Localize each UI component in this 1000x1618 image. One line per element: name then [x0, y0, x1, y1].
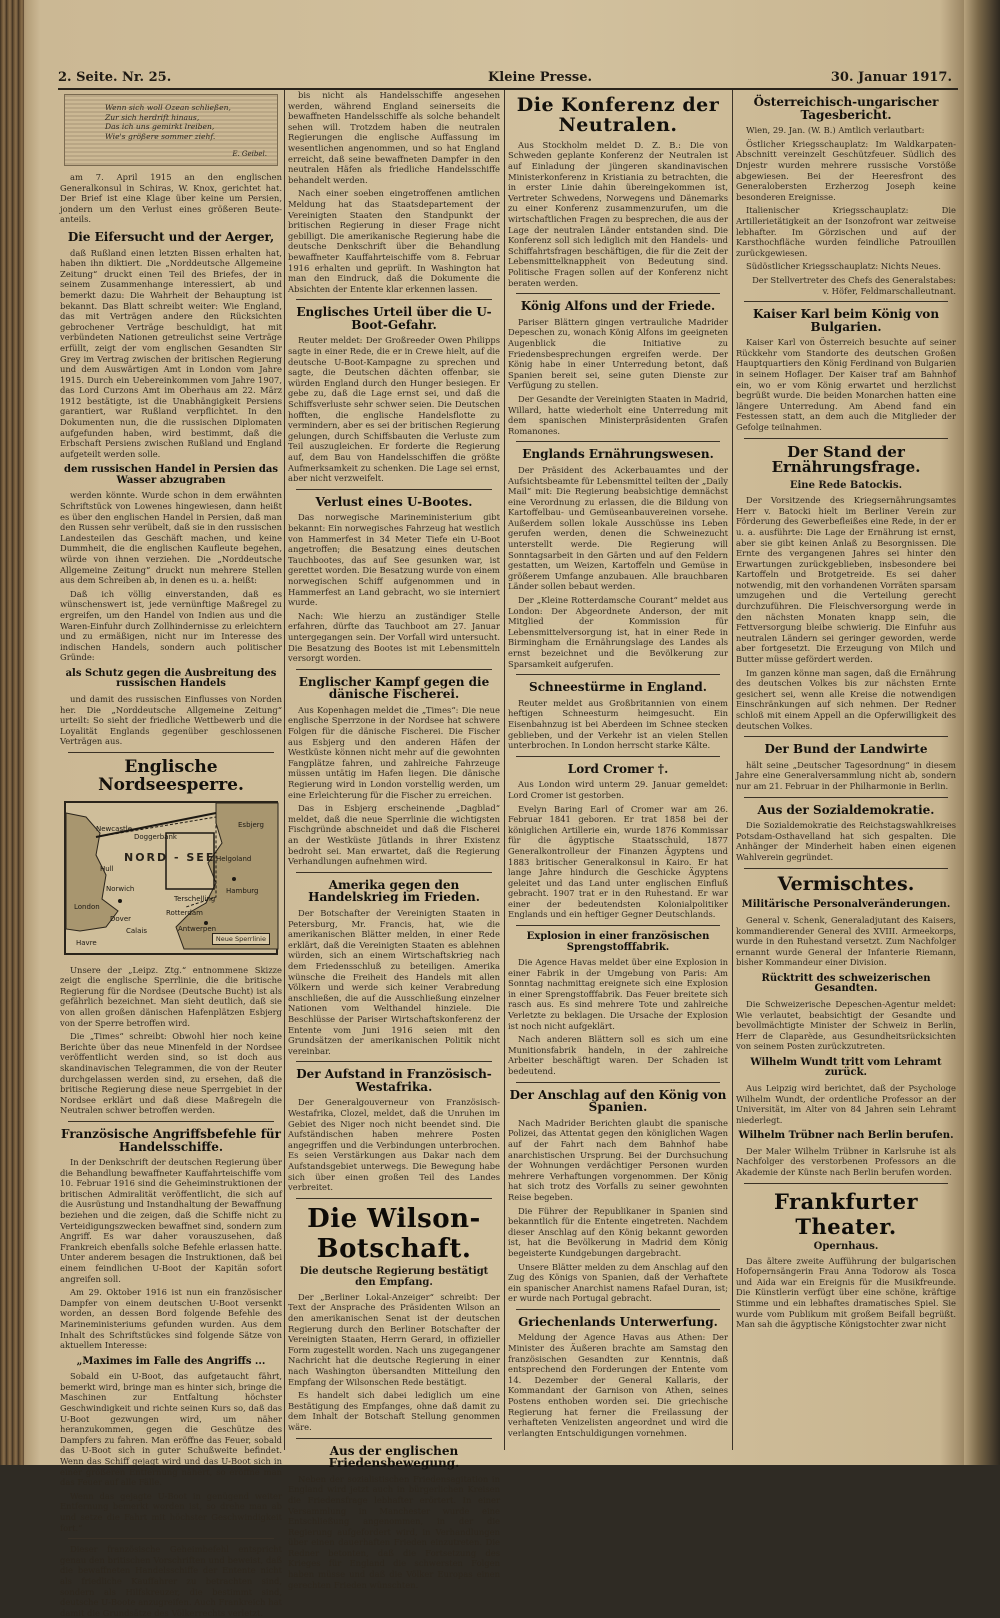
article-text: Die Agence Havas meldet über eine Explosion in einer Fabrik in der Umgebung von Paris: Am Sonntag nachmittag ereignete sich eine Explosion in einer Sprengstofffabrik. Das Feuer breitete sich rasch aus. Es sind mehrere Tote und zahlreiche Verletzte zu beklagen. Die Ursache der Explosion ist noch nicht aufgeklärt. — [508, 957, 728, 1031]
divider — [516, 1082, 720, 1083]
divider — [68, 752, 274, 753]
map-place: Esbjerg — [238, 820, 264, 829]
divider — [516, 925, 720, 926]
article-text: Wenn das gejagte U-Boot in genügend weiter Entfernung bemerkt worden ist, so drehe man ab und setze die Fahrt mit höchster Geschwindigkeit fort.“ — [60, 1490, 282, 1533]
subheading: Wilhelm Trübner nach Berlin berufen. — [738, 1130, 954, 1142]
subheadline-wilson: Die deutsche Regierung bestätigt den Empfang. — [299, 1265, 489, 1288]
article-text: Die Führer der Republikaner in Spanien sind bekanntlich für die Entente eingetreten. Nachdem dieser Anschlag auf den König bekannt geworden ist, hat die Bevölkerung in Madrid dem König begeisterte Kundgebungen dargebracht. — [508, 1205, 728, 1258]
poem-line: Zur sich herdrift hinaus, — [105, 112, 200, 122]
issue-date: 30. Januar 1917. — [830, 70, 952, 85]
poem-line: Wenn sich woll Ozean schließen, — [105, 103, 231, 112]
headline-nordseesperre: Englische Nordseesperre. — [98, 756, 244, 795]
headline-landwirte: Der Bund der Landwirte — [764, 742, 928, 757]
article-text: Es handelt sich dabei lediglich um eine Bestätigung des Empfanges, ohne daß damit zu dem Inhalt der Botschaft Stellung genommen wäre. — [288, 1390, 500, 1432]
article-text: Aus London wird unterm 29. Januar gemeldet: Lord Cromer ist gestorben. — [508, 779, 728, 800]
sperrgebiet-map — [64, 801, 278, 955]
subheading: Rücktritt des schweizerischen Gesandten. — [761, 972, 931, 995]
subheading: als Schutz gegen die Ausbreitung des russischen Handels — [65, 667, 277, 690]
divider — [516, 441, 720, 442]
article-text: Italienischer Kriegsschauplatz: Die Artillerietätigkeit an der Isonzofront war zeitweise lebhafter. Im Görzischen und auf der Karsthochfläche wurden feindliche Patrouillen zurückgewiesen. — [736, 205, 956, 258]
article-text: In der Denkschrift der deutschen Regierung über die Behandlung bewaffneter Kauffahrteischiffe vom 10. Februar 1916 sind die Geheiminstruktionen der britischen Admiralität veröffentlicht, die sich auf die Ausrüstung und Instandhaltung der Bewaffnung beziehen und die zeigen, daß die Schiffe nicht zu Verteidigungszwecken bewaffnet sind, sondern zum Angriff. Es war daher vorauszusehen, daß Frankreich ebenfalls solche Befehle erlassen hatte. Unter anderem besagen die Instruktionen, daß bei einem feindlichen U-Boot der Kapitän sofort angreifen soll. — [60, 1157, 282, 1284]
headline-wilson-botschaft: Die Wilson-Botschaft. — [307, 1203, 481, 1264]
article-text: Nach: Wie hierzu an zuständiger Stelle erfahren, dürfte das Tauchboot am 27. Januar untergegangen sein. Der Vorfall wird untersucht. Die Besatzung des Bootes ist mit Lebensmitteln versorgt worden. — [288, 610, 500, 664]
divider — [744, 797, 948, 798]
map-legend: Neue Sperrlinie — [212, 933, 270, 945]
article-text: hält seine „Deutscher Tagesordnung“ in diesem Jahre eine Generalversammlung nicht ab, sondern nur am 21. Februar in der Philharmonie in Berlin. — [736, 759, 956, 791]
map-sea-label: NORD - SEE — [124, 850, 216, 864]
headline-friedensbewegung: Aus der englischen Friedensbewegung. — [328, 1443, 460, 1471]
column-3 — [508, 90, 728, 1450]
article-text: Reuter meldet aus Großbritannien von einem heftigen Schneesturm heimgesucht. Ein Eisenbahnzug ist bei Aberdeen im Schnee stecken geblieben, und der Verkehr ist an vielen Stellen unterbrochen. In London herrscht starke Kälte. — [508, 697, 728, 751]
article-text: Meldung der Agence Havas aus Athen: Der Minister des Äußeren brachte am Samstag den französischen Gesandten zur Kenntnis, daß entsprechend den Forderungen der Entente vom 14. Dezember der General Kallaris, der Kommandant der Garnison von Athen, seines Postens enthoben worden sei. Die griechische Regierung hat ferner die Freilassung der verhafteten Venizelisten angeordnet und wird die verlangten Entschuldigungen vornehmen. — [508, 1332, 728, 1438]
article-text: Der Präsident des Ackerbauamtes und der Aufsichtsbeamte für Lebensmittel teilten der „Daily Mail“ mit: Die Regierung beabsichtige demnächst eine Verordnung zu erlassen, die die Bildung von Kartoffelbau- und Gemüseanbauvereinen vorsehe. Außerdem sollen lokale Ausschüsse ins Leben gerufen werden, denen die Schweinezucht unterstellt werde. Die Regierung will Sonntagsarbeit in den Gärten und auf den Feldern gestatten, um Weizen, Kartoffeln und Gemüse in größerem Umfange anzubauen. Alle brauchbaren Länder sollen bebaut werden. — [508, 464, 729, 592]
article-text: Im ganzen könne man sagen, daß die Ernährung des deutschen Volkes bis zur nächsten Ernte gesichert sei, wenn alle Kreise die notwendigen Einschränkungen auf sich nehmen. Der Redner schloß mit einem Appell an die Opferwilligkeit des deutschen Volkes. — [736, 667, 956, 731]
map-place: Hamburg — [226, 886, 259, 895]
poem-box — [64, 94, 278, 166]
article-text: Daß ich völlig einverstanden, daß es wünschenswert ist, jede vernünftige Maßregel zu ergreifen, um den Handel von Indien aus und die Waren-Einfuhr durch Zollhindernisse zu erleichtern und zu ermäßigen, nicht nur im Interesse des indischen Handels, sondern auch politischer Gründe: — [60, 588, 282, 663]
divider — [296, 872, 492, 873]
map-place: Doggerbank — [134, 832, 177, 841]
page-number: 2. Seite. Nr. 25. — [58, 70, 172, 85]
divider — [516, 674, 720, 675]
article-text: Nach anderen Blättern soll es sich um eine Munitionsfabrik handeln, in der zahlreiche Arbeiter beschäftigt waren. Der Schaden ist bedeutend. — [508, 1034, 728, 1076]
column-4 — [736, 90, 956, 1450]
divider — [744, 301, 948, 302]
article-text: daß Rußland einen letzten Bissen erhalten hat, haben ihn diktiert. Die „Norddeutsche Allgemeine Zeitung“ druckt einen Teil des Briefes, der in seinem Zusammenhange interessiert, ab und bemerkt dazu: Die Wahrheit der Behauptung ist bekannt. Das Blatt schreibt weiter: Wie England, das mit Verträgen andere den Rücksichten gebrochener Verträge beschuldigt, hat mit verbündeten Nationen getreulichst seine Verträge erfüllt, zeigt der vom englischen Gesandten Sir Grey im Vertrag zwischen der britischen Regierung und dem Auswärtigen Amt in London vom Jahre 1915. Durch ein Uebereinkommen vom Jahre 1907, das Lord Curzons Amt im Oberhaus am 22. März 1912 bestätigte, ist die Unabhängigkeit Persiens garantiert, war Rußland verpflichtet. In den Dokumenten nun, die die russischen Diplomaten aufgefunden haben, wird bestimmt, daß die Erbschaft Persiens zwischen Rußland und England aufgeteilt werden solle. — [60, 247, 282, 459]
divider — [516, 756, 720, 757]
map-place: Helgoland — [216, 854, 252, 863]
article-text: Der Gesandte der Vereinigten Staaten in Madrid, Willard, hatte wiederholt eine Unterredung mit dem spanischen Ministerpräsidenten Grafen Romanones. — [508, 393, 728, 436]
article-text: Neben der sozialistischen Friedensagitation in England wird jetzt auch in bürgerlichen Kreisen die Friedensfrage lebhafter erörtert. In einer Versammlung in Manchester wurde eine Entschließung angenommen, in der die Regierung aufgefordert wird, in Verhandlungen über einen dauerhaften Frieden einzutreten. Die Redner betonten, daß die Fortsetzung des Krieges für England die schwersten Folgen haben müsse und daß die Völker Europas einen gerechten Frieden wünschten. — [288, 1473, 500, 1590]
divider — [296, 1061, 492, 1062]
headline-schneestuerme: Schneestürme in England. — [529, 680, 707, 695]
article-text: Am 29. Oktober 1916 ist nun ein französischer Dampfer von einem deutschen U-Boot versenkt worden, an dessen Bord folgende Befehle des Marineministeriums gefunden wurden. Aus dem Inhalt des Schriftstückes sind folgende Sätze von aktuellem Interesse: — [60, 1287, 282, 1351]
divider — [296, 1438, 492, 1439]
article-text: am 7. April 1915 an den englischen Generalkonsul in Schiras, W. Knox, gerichtet hat. Der Brief ist eine Klage über keine um Persien, jondern um den Verlust eines größeren Beute-anteils. — [60, 172, 282, 225]
divider — [744, 868, 948, 869]
article-text: Der Vorsitzende des Kriegsernährungsamtes Herr v. Batocki hielt im Berliner Verein zur Förderung des Gewerbefleißes eine Rede, in der er u. a. ausführte: Die Lage der Ernährung ist ernst, aber sie gibt keinen Anlaß zu Besorgnissen. Die Ernte des vergangenen Jahres sei hinter den Erwartungen zurückgeblieben, insbesondere bei Kartoffeln und Brotgetreide. Es sei daher notwendig, mit den vorhandenen Vorräten sparsam umzugehen und die Verteilung gerecht durchzuführen. Die Fleischversorgung werde in den nächsten Monaten knapp sein, die Fettversorgung bleibe schwierig. Die Einfuhr aus neutralen Ländern sei geringer geworden, werde aber fortgesetzt. Die Erzeugung von Milch und Butter müsse gefördert werden. — [736, 495, 956, 665]
headline-ernaehrungsfrage: Der Stand der Ernährungsfrage. — [771, 442, 921, 477]
article-text: Das in Esbjerg erscheinende „Dagblad“ meldet, daß die neue Sperrlinie die wichtigsten Fischgründe abschneidet und daß die Fischerei an der Westküste Jütlands in ihrer Existenz bedroht sei. Man erwartet, daß die Regierung Verhandlungen aufnehmen wird. — [288, 803, 500, 867]
headline-frankfurter-theater: Frankfurter Theater. — [773, 1188, 919, 1239]
article-text: Unsere Blätter melden zu dem Anschlag auf den Zug des Königs von Spanien, daß der Verhaftete ein spanischer Anarchist namens Rafael Duran, ist; er wurde nach Portugal gebracht. — [508, 1261, 728, 1304]
article-text: Aus Stockholm meldet D. Z. B.: Die von Schweden geplante Konferenz der Neutralen ist auf Einladung der jüngeren skandinavischen Ministerkonferenz in Kristiania zu betrachten, die in erster Linie dahin übereingekommen ist, Vertreter Schwedens, Norwegens und Dänemarks zu einer Konferenz zusammenzurufen, um die wirtschaftlichen Fragen zu besprechen, die aus der Lage der neutralen Länder entstanden sind. Die Konferenz soll sich lediglich mit den Handels- und Schiffahrtsfragen beschäftigen, die für die Zeit der Lebensmittelknappheit von Bedeutung sind. Politische Fragen sollen auf der Konferenz nicht beraten werden. — [508, 139, 728, 288]
subheading: Wilhelm Wundt tritt vom Lehramt zurück. — [750, 1056, 942, 1079]
article-text: Das ältere zweite Aufführung der bulgarischen Hofopernsängerin Frau Anna Todorow als Tosca und Aida war ein Ereignis für die Musikfreunde. Die Künstlerin verfügt über eine schöne, kräftige Stimme und ein lebhaftes dramatisches Spiel. Sie wurde vom Publikum mit großem Beifall begrüßt. Man sah die ägyptische Königstochter zwar nicht — [736, 1255, 956, 1330]
headline-tagesbericht: Österreichisch-ungarischer Tagesbericht. — [753, 95, 939, 122]
divider — [516, 293, 720, 294]
column-rule — [504, 90, 505, 1450]
article-text: Pariser Blättern gingen vertrauliche Madrider Depeschen zu, wonach König Alfons im geeigneten Augenblick die Initiative zu Friedensbesprechungen ergreifen werde. Der König habe in einer Unterredung betont, daß Spanien bereit sei, seine guten Dienste zur Verfügung zu stellen. — [508, 316, 728, 391]
article-text: Die Sozialdemokratie des Reichstagswahlkreises Potsdam-Osthavelland hat sich gespalten. Die Anhänger der Minderheit haben einen eigenen Wahlverein gegründet. — [736, 820, 956, 862]
article-text: Die Schweizerische Depeschen-Agentur meldet: Wie verlautet, beabsichtigt der Gesandte und bevollmächtigte Minister der Schweiz in Berlin, Herr de Claparède, aus Gesundheitsrücksichten von seinem Posten zurückzutreten. — [736, 998, 956, 1052]
headline-griechenland: Griechenlands Unterwerfung. — [518, 1314, 718, 1329]
article-text: Nach einer soeben eingetroffenen amtlichen Meldung hat das Staatsdepartement der Vereinigten Staaten den Standpunkt der britischen Regierung in dieser Frage nicht gebilligt. Die amerikanische Regierung habe die deutsche Denkschrift über die Behandlung bewaffneter Kauffahrteischiffe vom 8. Februar 1916 erhalten und geprüft. In Washington hat man den Eindruck, daß die Dokumente die Absichten der Entente klar erkennen lassen. — [288, 188, 500, 294]
map-place: Hull — [100, 864, 114, 873]
headline-sozialdemokratie: Aus der Sozialdemokratie. — [757, 802, 935, 817]
poem-signature: E. Geibel. — [232, 149, 267, 158]
map-place: Norwich — [106, 884, 135, 893]
poem-line: Das ich uns gemirkt lreiben, — [105, 122, 215, 131]
article-text: Aus Leipzig wird berichtet, daß der Psychologe Wilhelm Wundt, der ordentliche Professor an der Universität, im Alter von 84 Jahren sein Lehramt niederlegt. — [736, 1082, 956, 1125]
divider — [296, 1198, 492, 1199]
map-place: Havre — [76, 938, 97, 947]
article-text: Der Maler Wilhelm Trübner in Karlsruhe ist als Nachfolger des verstorbenen Professors an die Akademie der Künste nach Berlin berufen worden. — [736, 1145, 956, 1177]
article-text: General v. Schenk, Generaladjutant des Kaisers, kommandierender General des XVIII. Armeekorps, wurde in den Ruhestand versetzt. Zum Nachfolger ernannt wurde General der Infanterie Riemann, bisher Kommandeur einer Division. — [736, 914, 956, 968]
article-text: werden könnte. Wurde schon in dem erwähnten Schriftstück von Lowenes hingewiesen, dann heißt es über den englischen Handel in Persien, daß man den Russen sehr verübelt, daß sie in den russischen Landesteilen das Geschäft machen, und keine Dummheit, die die englischen Kaufleute begehen, würde von ihnen verziehen. Die „Norddeutsche Allgemeine Zeitung“ druckt nun mehrere Stellen aus dem Schreiben ab, in denen es u. a. heißt: — [60, 490, 282, 586]
article-text: Die „Times“ schreibt: Obwohl hier noch keine Berichte über das neue Minenfeld in der Nordsee veröffentlicht werden sind, so ist doch aus skandinavischen Telegrammen, die von der Reuter durchgelassen werden sind, zu ersehen, daß die britische Regierung diese neue Sperrgebiet in der Nordsee erklärt und daß diese Maßregeln die Neutralen schwer betroffen werden. — [60, 1031, 282, 1116]
newspaper-title: Kleine Presse. — [488, 70, 593, 85]
headline-alfons: König Alfons und der Friede. — [520, 299, 716, 314]
headline-konferenz: Die Konferenz der Neutralen. — [516, 94, 720, 136]
poem-line: Wie's größere sommer ziehf. — [105, 131, 216, 141]
headline-ernaehrungswesen: Englands Ernährungswesen. — [522, 447, 714, 462]
article-text: Sobald ein U-Boot, das aufgetaucht fährt, bemerkt wird, bringe man es hinter sich, bringe die Maschinen zur Entfaltung höchster Geschwindigkeit und richte seinen Kurs so, daß das U-Boot gezwungen wird, um näher heranzukommen, gegen die Geschütze des Dampfers zu fahren. Man eröffne das Feuer, sobald das U-Boot sich in guter Schußweite befindet. Wenn das Schiff gejagt wird und das U-Boot sich in einer größeren Entfernung nähert, so eröffne man das Feuer auf alle Fälle. — [60, 1371, 282, 1488]
article-text: Der „Kleine Rotterdamsche Courant“ meldet aus London: Der Abgeordnete Anderson, der mit Mitglied der Kommission für Lebensmittelversorgung ist, hat in einer Rede in Birmingham die Ernährungslage des Landes als ernst bezeichnet und die Bevölkerung zur Sparsamkeit aufgerufen. — [508, 595, 728, 669]
article-text: Das norwegische Marineministerium gibt bekannt: Ein norwegisches Fahrzeug hat westlich von Hammerfest in 34 Meter Tiefe ein U-Boot angetroffen; die Besatzung eines deutschen Tauchbootes, das auf See gesunken war, ist gerettet worden. Die Besatzung wurde von einem norwegischen Schiff aufgenommen und in Hammerfest an Land gebracht, wo sie interniert wurde. — [288, 512, 500, 608]
subheading: Militärische Personalveränderungen. — [741, 899, 951, 911]
headline-explosion: Explosion in einer französischen Sprengstofffabrik. — [526, 931, 710, 953]
headline-aufstand: Der Aufstand in Französisch-Westafrika. — [296, 1067, 492, 1094]
divider — [296, 669, 492, 670]
subheading: „Maximes im Falle des Angriffs ... — [76, 1355, 266, 1367]
map-place: Rotterdam — [166, 908, 203, 917]
page-edge — [964, 0, 1000, 1465]
article-text: Der Botschafter der Vereinigten Staaten in Petersburg, Mr. Francis, hat, wie die amerikanischen Blätter melden, in einer Rede erklärt, daß die Vereinigten Staaten es ablehnen würden, sich an einem Wirtschaftskrieg nach dem Friedensschluß zu beteiligen. Amerika wünsche die Freiheit des Handels mit allen Völkern und werde sich keiner Verabredung anschließen, die auf die Ausschließung einzelner Nationen vom Welthandel hinziele. Die Beschlüsse der Pariser Wirtschaftskonferenz der Entente vom Juni 1916 seien mit den Grundsätzen der amerikanischen Politik nicht vereinbar. — [288, 907, 500, 1056]
article-text: Evelyn Baring Earl of Cromer war am 26. Februar 1841 geboren. Er trat 1858 bei der königlichen Artillerie ein, wurde 1876 Kommissar für die ägyptische Staatsschuld, 1877 Generalkontrolleur der Finanzen Ägyptens und 1883 britischer Generalkonsul in Kairo. Er hat lange Jahre hindurch die Geschicke Ägyptens geleitet und das Land unter englischen Einfluß gebracht. 1907 trat er in den Ruhestand. Er war einer der bedeutendsten Kolonialpolitiker Englands und ein heftiger Gegner Deutschlands. — [508, 803, 728, 920]
column-1 — [60, 90, 282, 1618]
divider — [296, 489, 492, 490]
headline-amerika: Amerika gegen den Handelskrieg im Frieden. — [308, 877, 480, 905]
article-text: Wien, 29. Jan. (W. B.) Amtlich verlautbart: — [746, 125, 925, 136]
article-text: Reuter meldet: Der Großreeder Owen Philipps sagte in einer Rede, die er in Crewe hielt, auf die deutsche U-Boot-Kampagne zu sprechen und sagte, die Deutschen dächten offenbar, sie würden England durch den Hunger besiegen. Er gebe zu, daß die Lage ernst sei, und daß die Schiffsverluste sehr schwer seien. Die Deutschen hofften, die englische Handelsflotte zu vermindern, aber es sei der britischen Regierung gelungen, durch Schiffsbauten die Verluste zum Teil auszugleichen. Er forderte die Regierung auf, dem Bau von Handelsschiffen die größte Aufmerksamkeit zu schenken. Die Lage sei ernst, aber nicht verzweifelt. — [288, 335, 500, 484]
divider — [744, 736, 948, 737]
map-place: Terschelling — [174, 894, 216, 903]
subheading: dem russischen Handel in Persien das Wasser abzugraben — [63, 464, 279, 486]
headline-vermischtes: Vermischtes. — [777, 872, 915, 895]
headline-fischerei: Englischer Kampf gegen die dänische Fischerei. — [298, 674, 490, 702]
subheading: Die Eifersucht und der Aerger, — [67, 229, 275, 244]
column-rule — [284, 90, 285, 1450]
headline-angriffsbefehle: Französische Angriffsbefehle für Handelsschiffe. — [61, 1126, 281, 1154]
map-place: Antwerpen — [178, 924, 217, 933]
column-2 — [288, 90, 500, 1590]
headline-verlust: Verlust eines U-Bootes. — [315, 494, 473, 509]
divider — [296, 299, 492, 300]
article-text: bis nicht als Handelsschiffe angesehen werden, während England seinerseits die bewaffneten Handelsschiffe als solche behandelt sehen will. Trotzdem haben die neutralen Regierungen die englische Auffassung im wesentlichen angenommen, und so hat England erreicht, daß seine bewaffneten Dampfer in den neutralen Häfen als friedliche Handelsschiffe behandelt werden. — [288, 90, 500, 185]
divider — [744, 1183, 948, 1184]
page-header — [58, 68, 958, 90]
book-binding — [0, 0, 24, 1465]
divider — [744, 438, 948, 439]
headline-kaiser-karl: Kaiser Karl beim König von Bulgarien. — [752, 307, 940, 334]
column-rule — [732, 90, 733, 1450]
article-text: Kaiser Karl von Österreich besuchte auf seiner Rückkehr vom Standorte des deutschen Großen Hauptquartiers den König Ferdinand von Bulgarien in seinem Hoflager. Der Kaiser traf am Bahnhof ein, wo er vom König erwartet und herzlichst begrüßt wurde. Die beiden Monarchen hatten eine längere Unterredung. Am Abend fand ein Festessen statt, an dem auch die Mitglieder der Gefolge teilnahmen. — [736, 337, 956, 433]
divider — [68, 1538, 274, 1539]
article-text: Der Stellvertreter des Chefs des Generalstabes: v. Höfer, Feldmarschalleutnant. — [752, 274, 956, 296]
map-place: Calais — [126, 926, 148, 935]
divider — [68, 1121, 274, 1122]
article-text: Der „Berliner Lokal-Anzeiger“ schreibt: Der Text der Ansprache des Präsidenten Wilson an den amerikanischen Senat ist der deutschen Regierung durch den Berliner Botschafter der Vereinigten Staaten, Herrn Gerard, in offizieller Form zugestellt worden. Nach uns zugegangener Nachricht hat die deutsche Regierung in einer nach Washington übersandten Mitteilung den Empfang der Wilsonschen Rede bestätigt. — [288, 1291, 500, 1387]
map-place: Newcastle — [96, 824, 133, 833]
article-text: Der Generalgouverneur von Französisch-Westafrika, Clozel, meldet, daß die Unruhen im Gebiet des Niger noch nicht beendet sind. Die Aufständischen haben mehrere Posten angegriffen und die Verbindungen unterbrochen. Es seien Verstärkungen aus Dakar nach dem Aufstandsgebiet unterwegs. Die Bewegung habe sich über einen großen Teil des Landes verbreitet. — [288, 1097, 500, 1193]
divider — [516, 1309, 720, 1310]
article-text: Nach Madrider Berichten glaubt die spanische Polizei, das Attentat gegen den königlichen Wagen auf der Fahrt nach dem Bahnhof habe anarchistischen Ursprung. Bei der Durchsuchung der Wohnungen verdächtiger Personen wurden mehrere Verhaftungen vorgenommen. Der König hat sich trotz des Vorfalls zu seiner gewohnten Reise begeben. — [508, 1117, 728, 1202]
map-place: Dover — [110, 914, 131, 923]
headline-anschlag: Der Anschlag auf den König von Spanien. — [509, 1087, 727, 1115]
subheadline-opernhaus: Opernhaus. — [813, 1240, 879, 1252]
article-text: Östlicher Kriegsschauplatz: Im Waldkarpaten-Abschnitt vereinzelt Geschützfeuer. Südlich des Dnjestr wurden mehrere russische Vorstöße abgewiesen. Bei der Heeresfront des Generalobersten Erzherzog Joseph keine besonderen Ereignisse. — [736, 138, 956, 202]
article-text: und damit des russischen Einflusses von Norden her. Die „Norddeutsche Allgemeine Zeitung“ urteilt: So sieht der friedliche Wettbewerb und die Loyalität Englands gegenüber geschlossenen Verträgen aus. — [60, 693, 282, 747]
headline-uboot-gefahr: Englisches Urteil über die U-Boot-Gefahr. — [296, 305, 492, 332]
article-text: Aus Kopenhagen meldet die „Times“: Die neue englische Sperrzone in der Nordsee hat schwere Folgen für die dänische Fischerei. Die Fischer aus Esbjerg und den anderen Häfen der Westküste können nicht mehr auf die gewohnten Fangplätze fahren, und zahlreiche Fahrzeuge müssen untätig im Hafen liegen. Die dänische Regierung wird in London vorstellig werden, um eine Erleichterung für die Fischer zu erreichen. — [288, 704, 500, 800]
article-text: Unsere der „Leipz. Ztg.“ entnommene Skizze zeigt die englische Sperrlinie, die die britische Regierung für die Nordsee (Deutsche Bucht) ist als gefährlich bezeichnet. Man sieht deutlich, daß sie von allen großen dänischen Hafenplätzen Esbjerg von der Sperre betroffen wird. — [60, 964, 282, 1028]
article-text: Dieser französische Geheimbefehl entspricht genau den britischen Vorschriften und beweist, daß die bewaffneten Handelsschiffe der Entente nicht als friedliche Kauffahrer zu betrachten sind, sondern als Hilfskreuzer, die bestimmt sind, deutsche U-Boote anzugreifen. Auch Frankreich hat damit die Grundsätze des Völkerrechts verletzt. — [60, 1544, 282, 1618]
article-text: Südöstlicher Kriegsschauplatz: Nichts Neues. — [746, 261, 941, 272]
map-place: London — [74, 902, 100, 911]
subheadline-batocki: Eine Rede Batockis. — [789, 480, 903, 492]
headline-cromer: Lord Cromer †. — [567, 761, 669, 776]
